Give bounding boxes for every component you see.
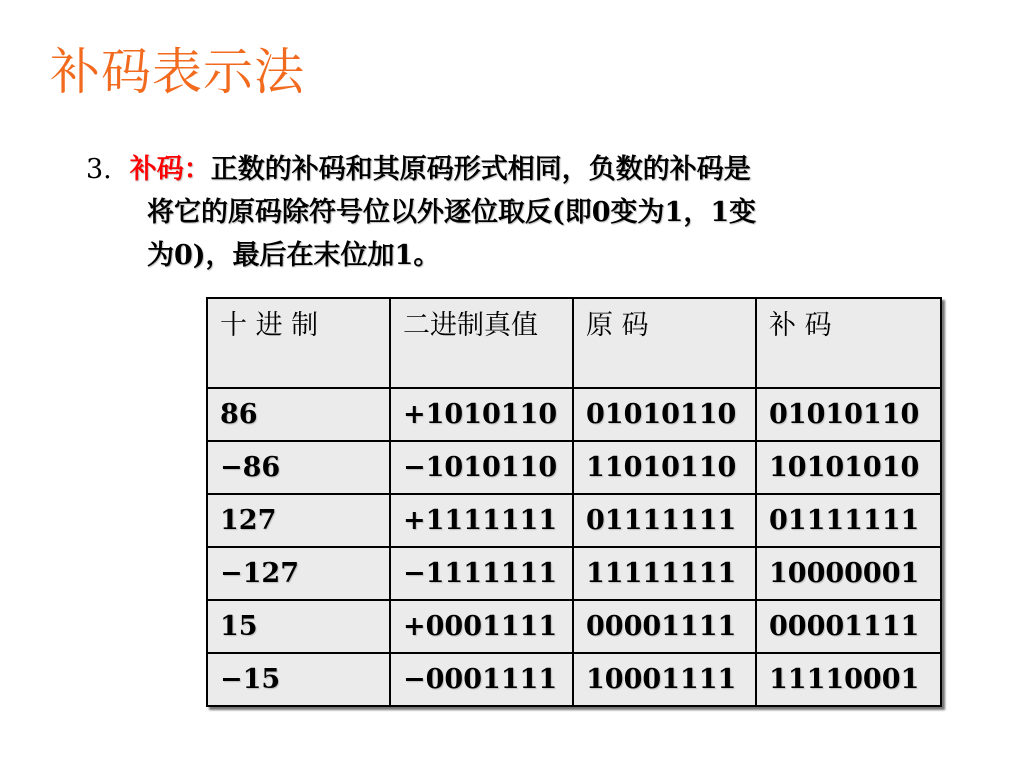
- cell-decimal: 15: [207, 600, 390, 653]
- term-label: 补码：: [129, 154, 211, 185]
- cell-binary: +0001111: [390, 600, 573, 653]
- cell-binary: −1111111: [390, 547, 573, 600]
- cell-binary: −0001111: [390, 653, 573, 706]
- header-sign-magnitude: 原 码: [573, 298, 756, 388]
- cell-sign-magnitude: 11111111: [573, 547, 756, 600]
- cell-binary: +1111111: [390, 494, 573, 547]
- code-table-container: [206, 297, 942, 707]
- paragraph-text-1: 正数的补码和其原码形式相同，负数的补码是: [210, 154, 751, 185]
- cell-twos-complement: 11110001: [756, 653, 941, 706]
- table-row: [207, 441, 941, 494]
- item-number: 3.: [86, 154, 112, 185]
- table-row: [207, 494, 941, 547]
- cell-decimal: 86: [207, 388, 390, 441]
- cell-twos-complement: 01111111: [756, 494, 941, 547]
- slide-title: 补码表示法: [50, 43, 305, 101]
- cell-sign-magnitude: 01111111: [573, 494, 756, 547]
- cell-sign-magnitude: 01010110: [573, 388, 756, 441]
- table-row: [207, 388, 941, 441]
- cell-sign-magnitude: 00001111: [573, 600, 756, 653]
- code-table: [206, 297, 942, 707]
- cell-decimal: −86: [207, 441, 390, 494]
- paragraph-text-3: 为0)，最后在末位加1。: [147, 240, 441, 271]
- cell-twos-complement: 10000001: [756, 547, 941, 600]
- header-twos-complement: 补 码: [756, 298, 941, 388]
- cell-twos-complement: 00001111: [756, 600, 941, 653]
- description-paragraph: [86, 148, 926, 277]
- table-row: [207, 600, 941, 653]
- cell-sign-magnitude: 10001111: [573, 653, 756, 706]
- table-header-row: [207, 298, 941, 388]
- table-row: [207, 547, 941, 600]
- header-binary-true-value: 二进制真值: [390, 298, 573, 388]
- cell-decimal: 127: [207, 494, 390, 547]
- cell-twos-complement: 01010110: [756, 388, 941, 441]
- header-decimal: 十 进 制: [207, 298, 390, 388]
- cell-twos-complement: 10101010: [756, 441, 941, 494]
- table-row: [207, 653, 941, 706]
- cell-binary: −1010110: [390, 441, 573, 494]
- cell-sign-magnitude: 11010110: [573, 441, 756, 494]
- cell-decimal: −127: [207, 547, 390, 600]
- cell-binary: +1010110: [390, 388, 573, 441]
- cell-decimal: −15: [207, 653, 390, 706]
- paragraph-line-1: [86, 148, 926, 191]
- paragraph-text-2: 将它的原码除符号位以外逐位取反(即0变为1，1变: [147, 197, 757, 228]
